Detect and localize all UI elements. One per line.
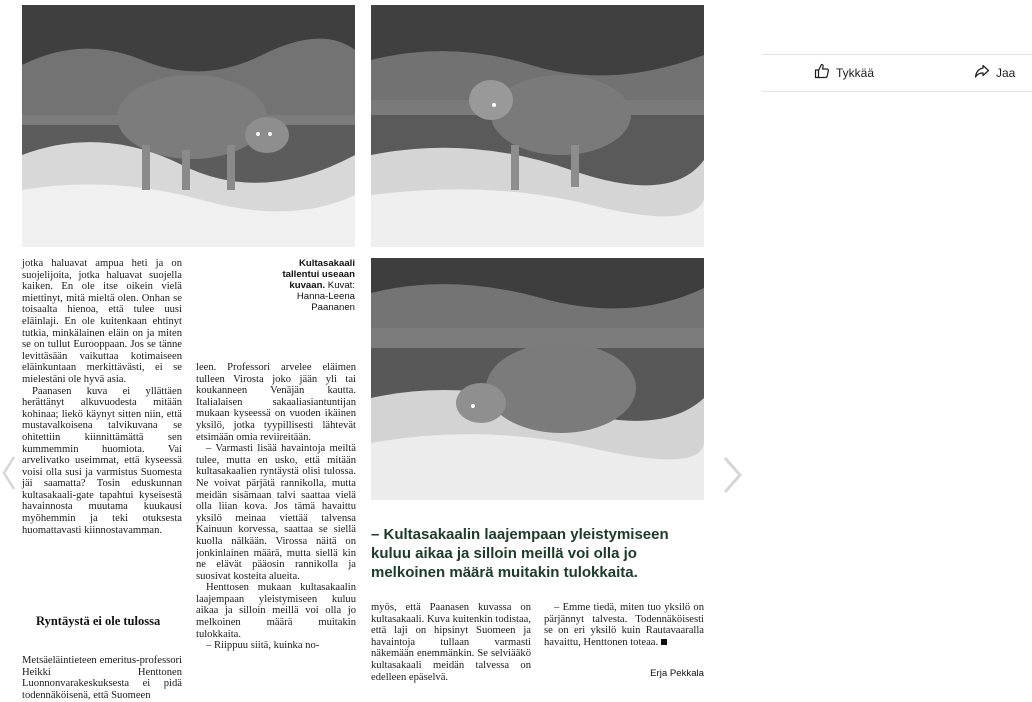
byline	[600, 668, 704, 679]
subheading-text: Ryntäystä ei ole tulossa	[36, 614, 161, 628]
end-mark	[661, 639, 667, 645]
chevron-right-icon[interactable]	[722, 455, 744, 495]
thumbs-up-icon	[814, 63, 830, 82]
action-bar	[762, 54, 1032, 92]
col3-paragraph-1: myös, että Paanasen kuvassa on kultasakaali. Kuva kuitenkin todistaa, että laji on hipsinyt Suomeen ja havaintoja tullaan varmasti näkemään enemmänkin. Se selviääkö kultasakaali meidän talvessa on edelleen epäselvä.	[371, 602, 531, 683]
col4-paragraph-1: – Emme tiedä, miten tuo yksilö on pärjännyt talvesta. Todennäköisesti se on eri yksilö kuin Rautavaaralla havaittu, Henttonen toteaa.	[544, 602, 704, 648]
col2-paragraph-2: – Varmasti lisää havaintoja meiltä tulee, mutta en usko, että mitään kultasakaalien ryntäystä olisi tulossa. Ne voivat pärjätä rannikolla, mutta meidän sisämaan talvi saattaa vielä olla liian kova. Jos tämä havaittu yksilö meinaa viettää talvensa Kainuun korvessa, saattaa se siellä kuolla nälkään. Virossa näitä on jonkinlainen määrä, mutta siellä kin ne elävät pääosin rannikolla ja suosivat kosteita alueita.	[196, 443, 356, 582]
share-button[interactable]	[974, 63, 1015, 82]
article-column-2	[196, 362, 356, 702]
article-column-4	[544, 602, 704, 648]
col1-paragraph-1: jotka haluavat ampua heti ja on suojelijoita, jotka haluavat suojella kaiken. En ole itse oikein vielä miettinyt, mitä mieltä olen. Onhan se toisaalta hienoa, että tulee uusi eläinlaji. En ole kuitenkaan ehtinyt tutkia, minkälainen eläin on ja miten se on tullut Eurooppaan. Jos se tänne levittäsään vaikuttaa kotimaiseen eläinkuntaan merkittävästi, ei se mielestäni ole hyvä asia.	[22, 258, 182, 385]
article-column-1	[22, 258, 182, 536]
article-column-3	[371, 602, 531, 702]
col2-paragraph-4: – Riippuu siitä, kuinka no-	[206, 640, 320, 652]
subheading	[36, 614, 166, 628]
col2-paragraph-1: leen. Professori arvelee eläimen tulleen Virosta joko jään yli tai koukanneen Venäjän kautta. Italialaisen sakaaliasiantuntijan mukaan kyseessä on vuoden ikäinen yksilö, jotka tyypillisesti lähtevät etsimään omia reviireitään.	[196, 362, 356, 443]
article-column-1b	[22, 655, 182, 702]
photo-caption	[262, 258, 355, 313]
pull-quote-text: – Kultasakaalin laajempaan yleistymiseen kuluu aikaa ja silloin meillä voi olla jo melkoinen määrä muitakin tulokkaita.	[371, 526, 669, 581]
col1-paragraph-2: Paanasen kuva ei yllättäen herättänyt alkuvuodesta mitään kohinaa; liekö käynyt sitten niin, että mustavalkoisena talvikuvana se ohitettiin kiinnittämättä sen kummemmin huomiota. Vai arvelivatko useimmat, että kyseessä voisi olla susi ja varmistus Suomesta jäi saamatta? Tosin eduskunnan kultasakaali-gate tapahtui kyseisestä havainnosta muutama kuukausi myöhemmin ja teki otuksesta huomattavasti kiinnostavamman.	[22, 385, 182, 536]
caption-credit: Kuvat: Hanna-Leena Paananen	[296, 280, 355, 313]
share-label: Jaa	[996, 65, 1016, 80]
byline-text: Erja Pekkala	[650, 668, 704, 679]
col1-paragraph-3: Metsäeläintieteen emeritus-professori Heikki Henttonen Luonnonvarakeskuksesta ei pidä todennäköisenä, että Suomeen	[22, 655, 182, 701]
like-label: Tykkää	[836, 65, 875, 80]
caption-bold: Kultasakaali tallentui useaan kuvaan.	[282, 258, 355, 291]
col2-paragraph-3: Henttosen mukaan kultasakaalin laajempaan yleistymiseen kuluu aikaa ja silloin meillä voi olla jo melkoinen määrä muitakin tulokkaita.	[196, 582, 356, 640]
jackal-photo-1	[22, 5, 355, 247]
chevron-left-icon[interactable]	[2, 455, 16, 491]
share-arrow-icon	[974, 63, 990, 82]
pull-quote	[371, 525, 671, 582]
like-button[interactable]	[814, 63, 874, 82]
jackal-photo-2	[371, 5, 704, 247]
jackal-photo-3	[371, 258, 704, 500]
